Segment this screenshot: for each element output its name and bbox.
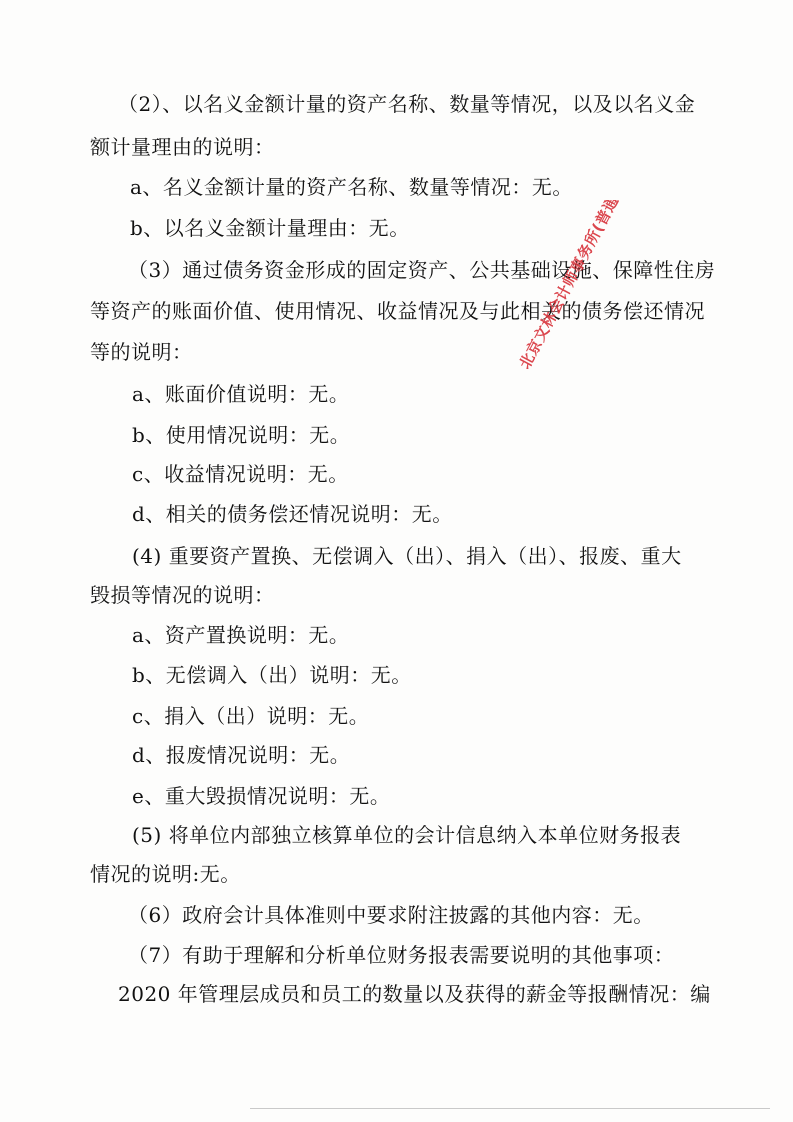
text-line: b、无偿调入（出）说明：无。	[132, 663, 412, 687]
text-line: a、账面价值说明：无。	[132, 382, 350, 406]
text-line: （2）、以名义金额计量的资产名称、数量等情况，以及以名义金	[118, 92, 696, 116]
text-line: b、使用情况说明：无。	[132, 423, 351, 447]
text-line: d、相关的债务偿还情况说明：无。	[132, 502, 453, 526]
text-line: a、资产置换说明：无。	[132, 623, 350, 647]
text-line: b、以名义金额计量理由：无。	[130, 216, 410, 240]
text-line: 毁损等情况的说明：	[90, 583, 275, 607]
text-line: （3）通过债务资金形成的固定资产、公共基础设施、保障性住房	[128, 258, 716, 282]
text-line: 2020 年管理层成员和员工的数量以及获得的薪金等报酬情况：编	[118, 982, 711, 1006]
company-seal-stamp	[490, 200, 660, 390]
text-line: e、重大毁损情况说明：无。	[132, 784, 391, 808]
text-line: （6）政府会计具体准则中要求附注披露的其他内容：无。	[128, 903, 654, 927]
text-line: (4) 重要资产置换、无偿调入（出）、捐入（出）、报废、重大	[132, 544, 682, 568]
text-line: a、名义金额计量的资产名称、数量等情况：无。	[130, 175, 573, 199]
text-line: （7）有助于理解和分析单位财务报表需要说明的其他事项：	[128, 943, 675, 967]
svg-text:北京文林会计师事务所(普通合伙): 北京文林会计师事务所(普通合伙)	[515, 200, 641, 372]
text-line: (5) 将单位内部独立核算单位的会计信息纳入本单位财务报表	[132, 823, 682, 847]
text-line: d、报废情况说明：无。	[132, 743, 351, 767]
text-line: c、收益情况说明：无。	[132, 462, 349, 486]
bottom-rule-divider	[250, 1108, 770, 1109]
text-line: 额计量理由的说明：	[90, 135, 275, 159]
text-line: 等的说明：	[90, 340, 193, 364]
text-line: 情况的说明:无。	[90, 862, 241, 886]
text-line: 等资产的账面价值、使用情况、收益情况及与此相关的债务偿还情况	[90, 299, 705, 323]
text-line: c、捐入（出）说明：无。	[132, 704, 370, 728]
